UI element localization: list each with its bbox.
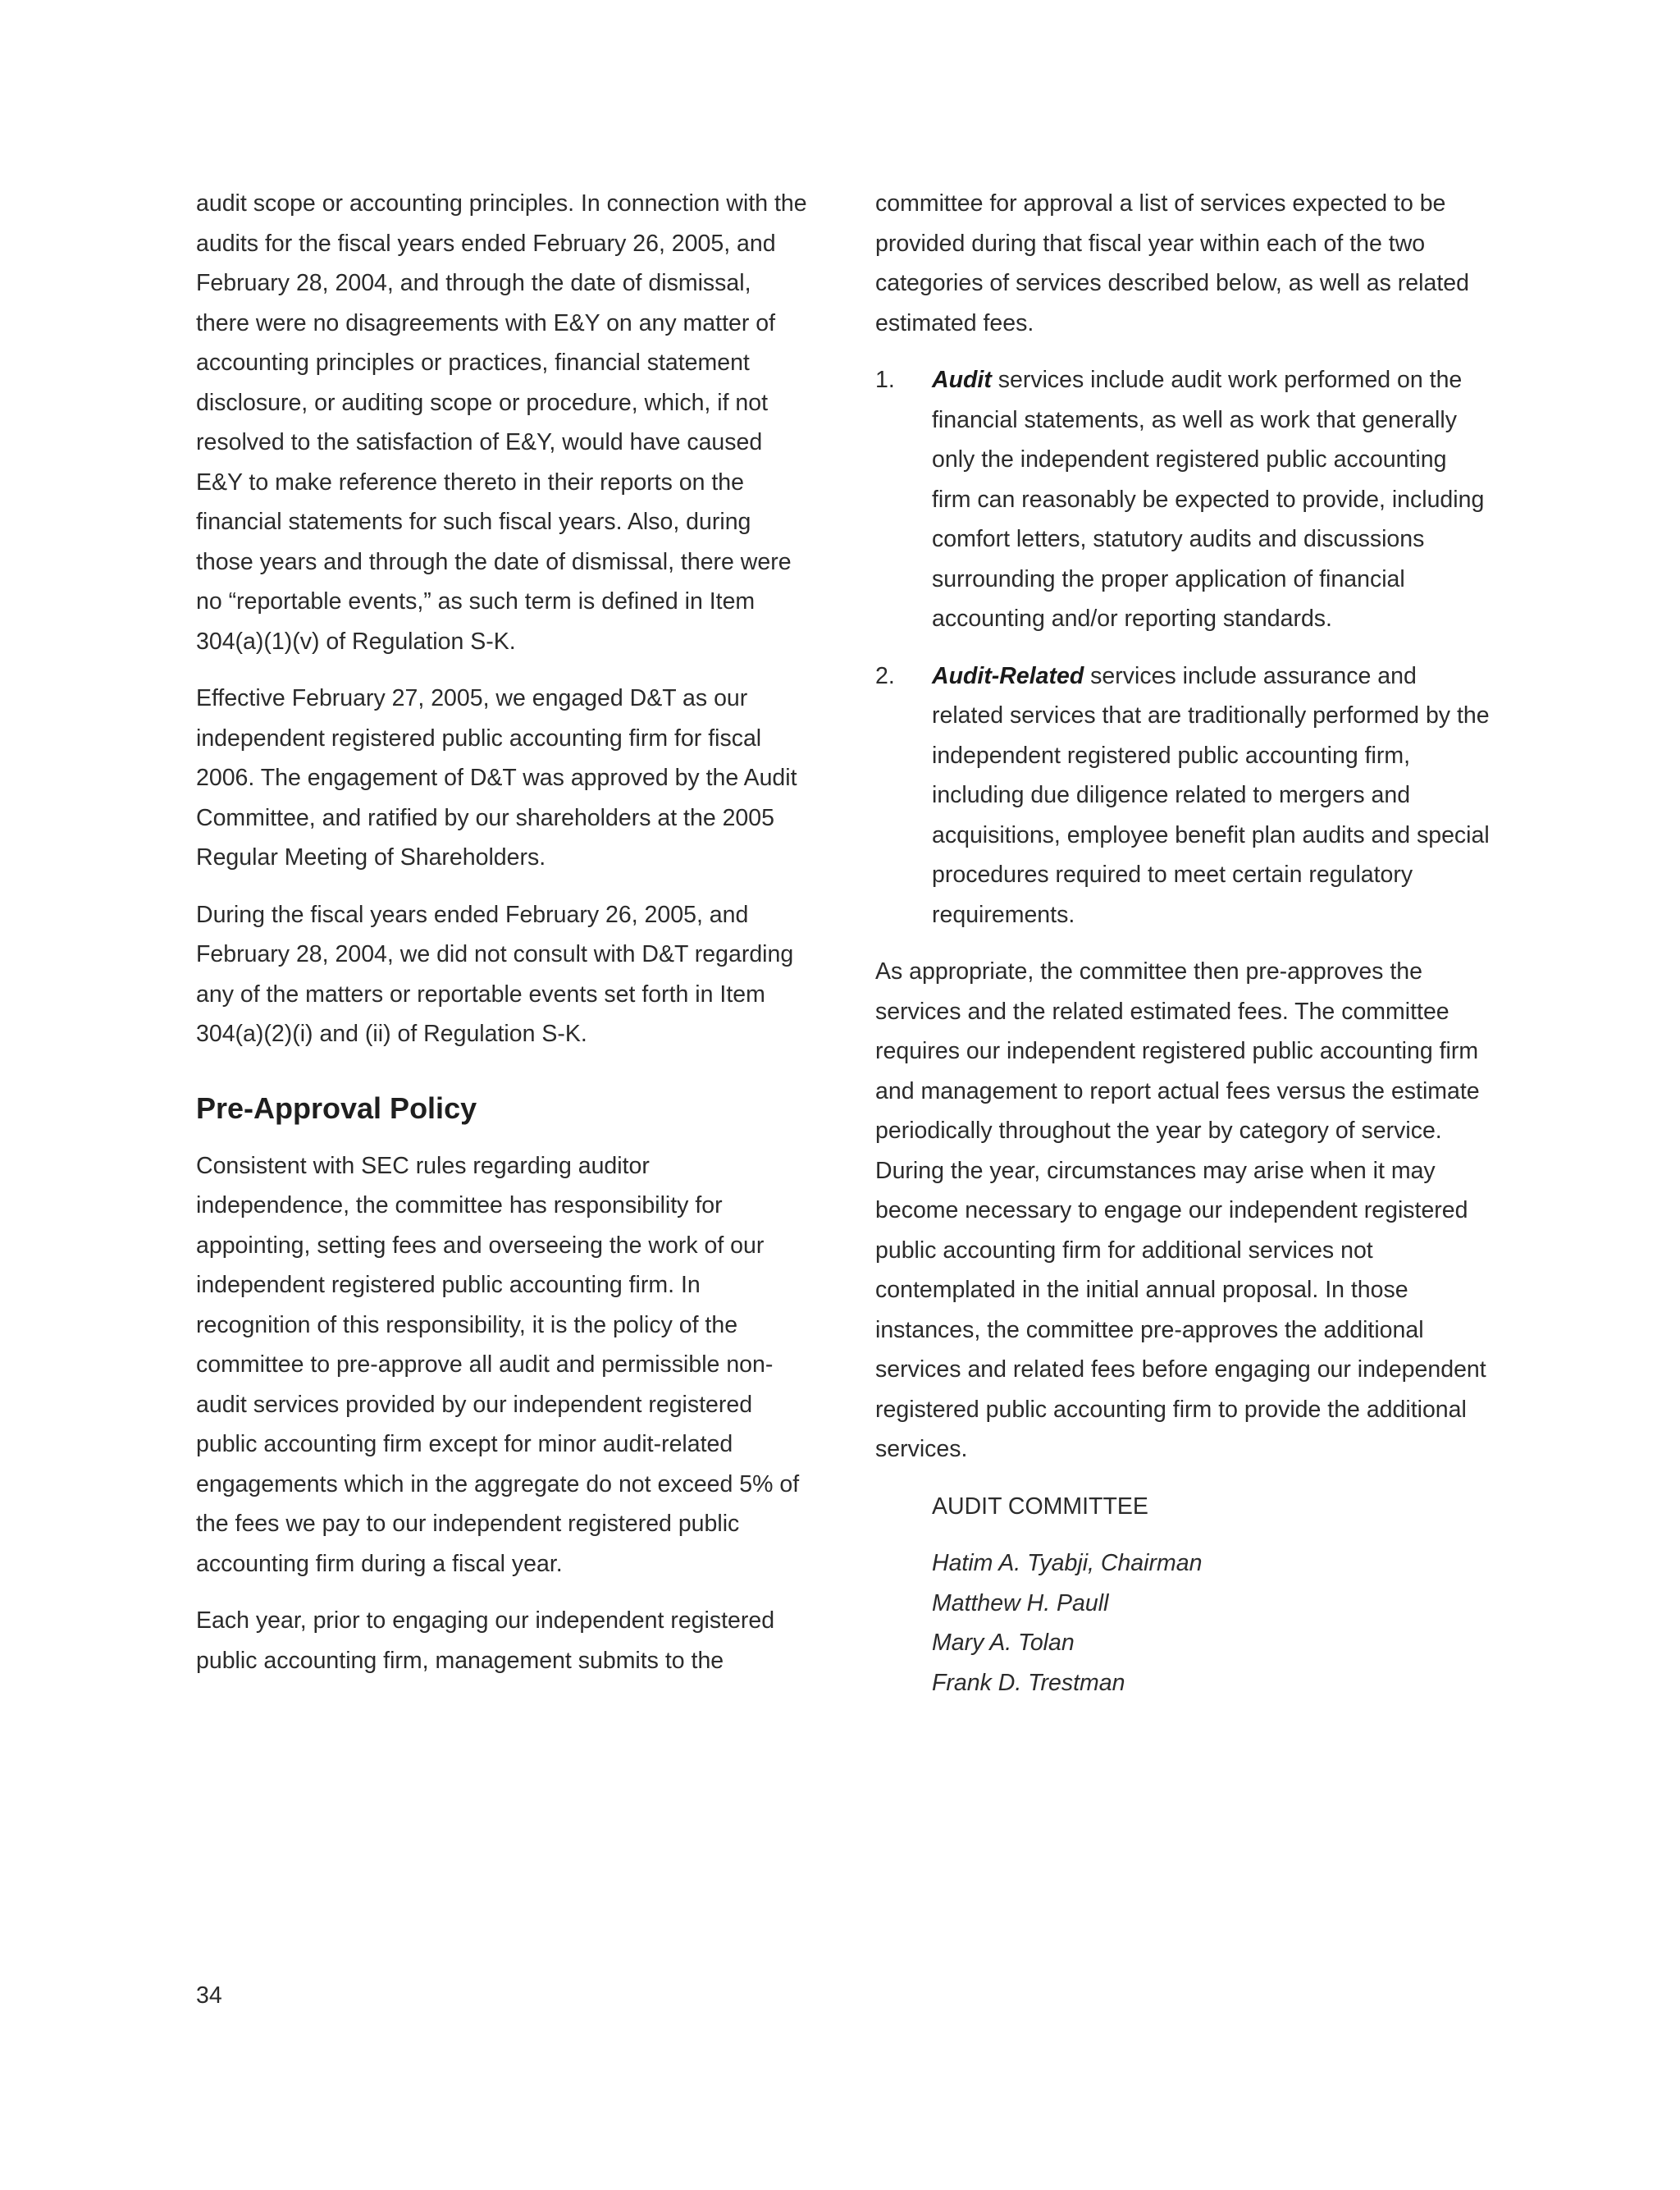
committee-member: Mary A. Tolan [932,1630,1075,1656]
list-item [875,360,1491,639]
list-number: 1. [875,367,895,393]
committee-member: Hatim A. Tyabji, Chairman [932,1550,1203,1576]
left-column [196,184,807,1698]
paragraph-policy: Consistent with SEC rules regarding auditor independence, the committee has responsibility for appointing, setting fees and overseeing the work of our independent registered public accounting firm. In recognition of this responsibility, it is the policy of the committee to pre-approve all audit and permissible non-audit services provided by our independent registered public accounting firm except for minor audit-related engagements which in the aggregate do not exceed 5% of the fees we pay to our independent registered public accounting firm during a fiscal year. [196,1152,800,1577]
list-item [875,656,1491,935]
paragraph-consultation: During the fiscal years ended February 26, 2005, and February 28, 2004, we did not consult with D&T regarding any of the matters or reportable events set forth in Item 304(a)(2)(i) and (ii) of Regulation S-K. [196,901,794,1047]
list-number: 2. [875,662,895,689]
signature-block [875,1487,1491,1703]
page-number: 34 [196,1982,222,2009]
paragraph-closing: As appropriate, the committee then pre-approves the services and the related estimated fees. The committee requires our independent registered public accounting firm and management to report actual fees versus the estimate periodically throughout the year by category of service. During the year, circumstances may arise when it may become necessary to engage our independent registered public accounting firm for additional services not contemplated in the initial annual proposal. In those instances, the committee pre-approves the additional services and related fees before engaging our independent registered public accounting firm to provide the additional services. [875,958,1486,1462]
committee-member: Frank D. Trestman [932,1669,1125,1696]
right-column [875,184,1491,1703]
signature-heading: AUDIT COMMITTEE [932,1493,1148,1520]
service-term: Audit [932,367,992,393]
paragraph-engagement: Effective February 27, 2005, we engaged D&T as our independent registered public accounting firm for fiscal 2006. The engagement of D&T was approved by the Audit Committee, and ratified by our shareholders at the 2005 Regular Meeting of Shareholders. [196,685,797,871]
section-heading: Pre-Approval Policy [196,1090,477,1125]
paragraph-intro: committee for approval a list of services expected to be provided during that fiscal year within each of the two categories of services described below, as well as related estimated fees. [875,190,1469,336]
service-description: services include audit work performed on the financial statements, as well as work that generally only the independent registered public accounting firm can reasonably be expected to provide, including comfort letters, statutory audits and discussions surrounding the proper application of financial accounting and/or reporting standards. [932,367,1485,632]
paragraph-annual-submission: Each year, prior to engaging our independent registered public accounting firm, management submits to the [196,1607,775,1674]
committee-member: Matthew H. Paull [932,1589,1109,1616]
committee-members [932,1543,1491,1703]
service-categories-list [875,360,1491,935]
service-term: Audit-Related [932,662,1084,689]
paragraph-dismissal: audit scope or accounting principles. In connection with the audits for the fiscal years ended February 26, 2005, and February 28, 2004, and through the date of dismissal, there were no disagreements with E&Y on any matter of accounting principles or practices, financial statement disclosure, or auditing scope or procedure, which, if not resolved to the satisfaction of E&Y, would have caused E&Y to make reference thereto in their reports on the financial statements for such fiscal years. Also, during those years and through the date of dismissal, there were no “reportable events,” as such term is defined in Item 304(a)(1)(v) of Regulation S-K. [196,190,807,655]
service-description: services include assurance and related services that are traditionally performed by the independent registered public accounting firm, including due diligence related to mergers and acquisitions, employee benefit plan audits and special procedures required to meet certain regulatory requirements. [932,662,1490,928]
